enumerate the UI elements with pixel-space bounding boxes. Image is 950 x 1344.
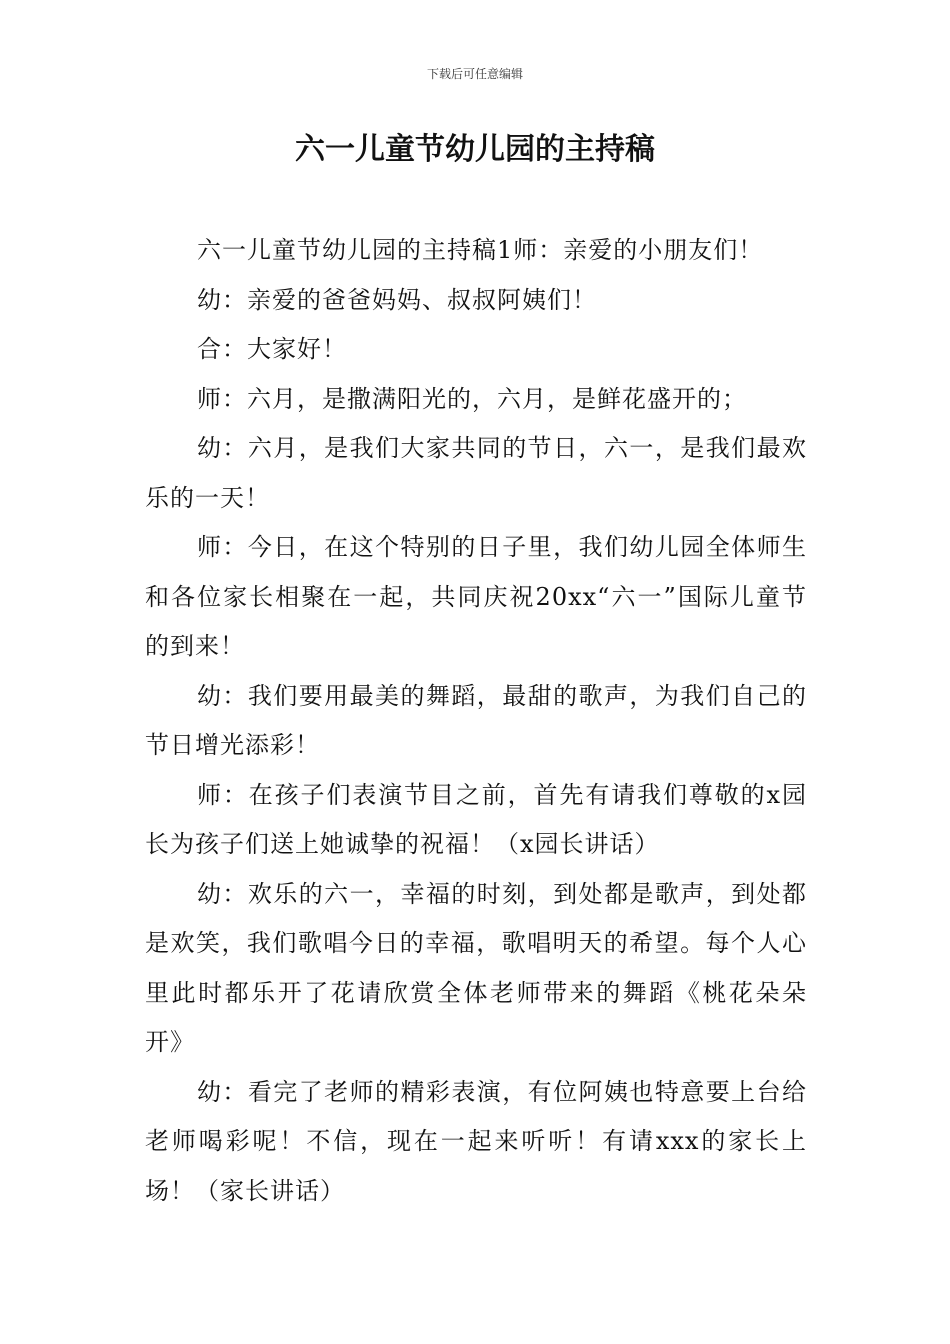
paragraph: 师：六月，是撒满阳光的，六月，是鲜花盛开的； <box>197 384 747 413</box>
paragraph: 幼：亲爱的爸爸妈妈、叔叔阿姨们！ <box>197 285 597 314</box>
header-note: 下载后可任意编辑 <box>426 67 523 81</box>
document-body <box>145 226 807 1216</box>
paragraph: 师：今日，在这个特别的日子里，我们幼儿园全体师生和各位家长相聚在一起，共同庆祝20xx“六一”国际儿童节的到来！ <box>145 533 807 660</box>
document-title: 六一儿童节幼儿园的主持稿 <box>295 132 655 167</box>
paragraph: 幼：六月，是我们大家共同的节日，六一，是我们最欢乐的一天！ <box>145 434 807 512</box>
paragraph: 合：大家好！ <box>197 335 347 363</box>
paragraph: 幼：我们要用最美的舞蹈，最甜的歌声，为我们自己的节日增光添彩！ <box>145 681 807 759</box>
paragraph: 六一儿童节幼儿园的主持稿1师：亲爱的小朋友们！ <box>197 236 764 264</box>
paragraph: 幼：看完了老师的精彩表演，有位阿姨也特意要上台给老师喝彩呢！不信，现在一起来听听！有请xxx的家长上场！（家长讲话） <box>145 1077 807 1205</box>
paragraph: 幼：欢乐的六一，幸福的时刻，到处都是歌声，到处都是欢笑，我们歌唱今日的幸福，歌唱明天的希望。每个人心里此时都乐开了花请欣赏全体老师带来的舞蹈《桃花朵朵开》 <box>145 879 807 1056</box>
paragraph: 师：在孩子们表演节目之前，首先有请我们尊敬的x园长为孩子们送上她诚挚的祝福！（x园长讲话） <box>145 780 807 858</box>
